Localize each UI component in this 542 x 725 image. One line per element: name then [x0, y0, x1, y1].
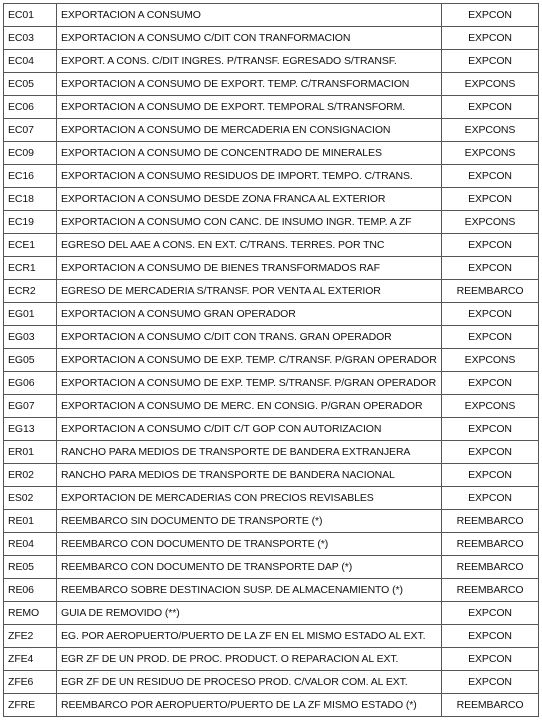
row-code-cell: RE05 — [4, 556, 57, 579]
row-type-cell: EXPCON — [442, 602, 539, 625]
row-code-cell: ZFE2 — [4, 625, 57, 648]
row-type-cell: EXPCON — [442, 257, 539, 280]
table-row — [4, 579, 539, 602]
row-code-cell: EC18 — [4, 188, 57, 211]
table-row — [4, 303, 539, 326]
row-type-cell: REEMBARCO — [442, 510, 539, 533]
row-description-cell: EXPORTACION A CONSUMO DE EXP. TEMP. S/TRANSF. P/GRAN OPERADOR — [57, 372, 442, 395]
row-type-cell: EXPCON — [442, 487, 539, 510]
row-description-cell: GUIA DE REMOVIDO (**) — [57, 602, 442, 625]
table-row — [4, 671, 539, 694]
row-description-cell: EXPORTACION A CONSUMO DESDE ZONA FRANCA AL EXTERIOR — [57, 188, 442, 211]
row-description-cell: REEMBARCO CON DOCUMENTO DE TRANSPORTE DAP (*) — [57, 556, 442, 579]
row-type-cell: REEMBARCO — [442, 579, 539, 602]
row-description-cell: EGR ZF DE UN PROD. DE PROC. PRODUCT. O REPARACION AL EXT. — [57, 648, 442, 671]
row-code-cell: RE06 — [4, 579, 57, 602]
row-code-cell: EC01 — [4, 4, 57, 27]
row-code-cell: EG01 — [4, 303, 57, 326]
table-row — [4, 602, 539, 625]
table-row — [4, 73, 539, 96]
row-type-cell: EXPCON — [442, 188, 539, 211]
row-description-cell: EXPORTACION A CONSUMO C/DIT CON TRANFORMACION — [57, 27, 442, 50]
table-row — [4, 234, 539, 257]
table-row — [4, 510, 539, 533]
table-row — [4, 257, 539, 280]
table-row — [4, 648, 539, 671]
table-row — [4, 556, 539, 579]
row-description-cell: EGRESO DEL AAE A CONS. EN EXT. C/TRANS. TERRES. POR TNC — [57, 234, 442, 257]
row-code-cell: ES02 — [4, 487, 57, 510]
row-type-cell: EXPCON — [442, 326, 539, 349]
row-code-cell: EG07 — [4, 395, 57, 418]
row-code-cell: ZFE4 — [4, 648, 57, 671]
row-code-cell: REMO — [4, 602, 57, 625]
row-code-cell: EC07 — [4, 119, 57, 142]
table-row — [4, 326, 539, 349]
row-description-cell: EXPORTACION A CONSUMO RESIDUOS DE IMPORT. TEMPO. C/TRANS. — [57, 165, 442, 188]
row-code-cell: ECR2 — [4, 280, 57, 303]
row-description-cell: EXPORTACION A CONSUMO GRAN OPERADOR — [57, 303, 442, 326]
row-code-cell: ER01 — [4, 441, 57, 464]
row-description-cell: REEMBARCO POR AEROPUERTO/PUERTO DE LA ZF MISMO ESTADO (*) — [57, 694, 442, 717]
row-code-cell: ECR1 — [4, 257, 57, 280]
row-code-cell: EC04 — [4, 50, 57, 73]
row-type-cell: EXPCON — [442, 165, 539, 188]
row-description-cell: REEMBARCO SIN DOCUMENTO DE TRANSPORTE (*) — [57, 510, 442, 533]
row-type-cell: EXPCON — [442, 27, 539, 50]
table-row — [4, 441, 539, 464]
row-code-cell: EC09 — [4, 142, 57, 165]
row-type-cell: EXPCONS — [442, 142, 539, 165]
table-row — [4, 694, 539, 717]
table-row — [4, 533, 539, 556]
row-description-cell: RANCHO PARA MEDIOS DE TRANSPORTE DE BANDERA NACIONAL — [57, 464, 442, 487]
table-row — [4, 349, 539, 372]
table-row — [4, 50, 539, 73]
table-row — [4, 211, 539, 234]
row-code-cell: EG06 — [4, 372, 57, 395]
row-description-cell: EXPORTACION A CONSUMO — [57, 4, 442, 27]
row-code-cell: EG03 — [4, 326, 57, 349]
row-description-cell: EXPORTACION DE MERCADERIAS CON PRECIOS REVISABLES — [57, 487, 442, 510]
row-code-cell: EC16 — [4, 165, 57, 188]
table-row — [4, 165, 539, 188]
table-row — [4, 395, 539, 418]
table-row — [4, 119, 539, 142]
row-code-cell: EG05 — [4, 349, 57, 372]
table-body — [4, 4, 539, 717]
row-code-cell: RE04 — [4, 533, 57, 556]
row-code-cell: EG13 — [4, 418, 57, 441]
row-type-cell: EXPCON — [442, 96, 539, 119]
table-row — [4, 625, 539, 648]
row-description-cell: EXPORTACION A CONSUMO C/DIT C/T GOP CON AUTORIZACION — [57, 418, 442, 441]
row-description-cell: EXPORTACION A CONSUMO DE BIENES TRANSFORMADOS RAF — [57, 257, 442, 280]
row-type-cell: EXPCON — [442, 625, 539, 648]
row-description-cell: EXPORTACION A CONSUMO DE CONCENTRADO DE MINERALES — [57, 142, 442, 165]
row-type-cell: EXPCON — [442, 234, 539, 257]
row-description-cell: EGRESO DE MERCADERIA S/TRANSF. POR VENTA AL EXTERIOR — [57, 280, 442, 303]
row-type-cell: EXPCON — [442, 303, 539, 326]
row-type-cell: EXPCON — [442, 418, 539, 441]
row-code-cell: EC06 — [4, 96, 57, 119]
row-description-cell: EXPORTACION A CONSUMO CON CANC. DE INSUMO INGR. TEMP. A ZF — [57, 211, 442, 234]
row-code-cell: EC03 — [4, 27, 57, 50]
row-code-cell: ECE1 — [4, 234, 57, 257]
row-type-cell: EXPCONS — [442, 349, 539, 372]
row-code-cell: EC19 — [4, 211, 57, 234]
table-row — [4, 27, 539, 50]
table-row — [4, 372, 539, 395]
destination-codes-table — [3, 3, 539, 717]
row-type-cell: REEMBARCO — [442, 556, 539, 579]
table-row — [4, 4, 539, 27]
row-type-cell: REEMBARCO — [442, 280, 539, 303]
table-row — [4, 142, 539, 165]
table-row — [4, 280, 539, 303]
table-row — [4, 487, 539, 510]
table-row — [4, 418, 539, 441]
row-type-cell: EXPCONS — [442, 119, 539, 142]
row-description-cell: REEMBARCO CON DOCUMENTO DE TRANSPORTE (*) — [57, 533, 442, 556]
row-description-cell: RANCHO PARA MEDIOS DE TRANSPORTE DE BANDERA EXTRANJERA — [57, 441, 442, 464]
row-description-cell: EXPORTACION A CONSUMO DE EXPORT. TEMPORAL S/TRANSFORM. — [57, 96, 442, 119]
row-type-cell: EXPCON — [442, 671, 539, 694]
row-type-cell: EXPCONS — [442, 395, 539, 418]
row-type-cell: REEMBARCO — [442, 694, 539, 717]
row-type-cell: EXPCON — [442, 4, 539, 27]
row-type-cell: EXPCON — [442, 50, 539, 73]
row-description-cell: EXPORTACION A CONSUMO DE EXP. TEMP. C/TRANSF. P/GRAN OPERADOR — [57, 349, 442, 372]
row-description-cell: EXPORTACION A CONSUMO DE EXPORT. TEMP. C/TRANSFORMACION — [57, 73, 442, 96]
row-code-cell: ZFRE — [4, 694, 57, 717]
row-description-cell: EGR ZF DE UN RESIDUO DE PROCESO PROD. C/VALOR COM. AL EXT. — [57, 671, 442, 694]
row-code-cell: RE01 — [4, 510, 57, 533]
table-row — [4, 188, 539, 211]
row-type-cell: EXPCONS — [442, 211, 539, 234]
row-description-cell: EXPORTACION A CONSUMO DE MERC. EN CONSIG. P/GRAN OPERADOR — [57, 395, 442, 418]
row-type-cell: EXPCON — [442, 441, 539, 464]
row-code-cell: EC05 — [4, 73, 57, 96]
row-type-cell: EXPCON — [442, 372, 539, 395]
table-row — [4, 96, 539, 119]
row-code-cell: ZFE6 — [4, 671, 57, 694]
row-description-cell: EXPORTACION A CONSUMO C/DIT CON TRANS. GRAN OPERADOR — [57, 326, 442, 349]
row-description-cell: EXPORTACION A CONSUMO DE MERCADERIA EN CONSIGNACION — [57, 119, 442, 142]
row-code-cell: ER02 — [4, 464, 57, 487]
row-type-cell: REEMBARCO — [442, 533, 539, 556]
table-row — [4, 464, 539, 487]
row-description-cell: EG. POR AEROPUERTO/PUERTO DE LA ZF EN EL MISMO ESTADO AL EXT. — [57, 625, 442, 648]
row-type-cell: EXPCONS — [442, 73, 539, 96]
row-type-cell: EXPCON — [442, 648, 539, 671]
row-description-cell: REEMBARCO SOBRE DESTINACION SUSP. DE ALMACENAMIENTO (*) — [57, 579, 442, 602]
row-type-cell: EXPCON — [442, 464, 539, 487]
row-description-cell: EXPORT. A CONS. C/DIT INGRES. P/TRANSF. EGRESADO S/TRANSF. — [57, 50, 442, 73]
